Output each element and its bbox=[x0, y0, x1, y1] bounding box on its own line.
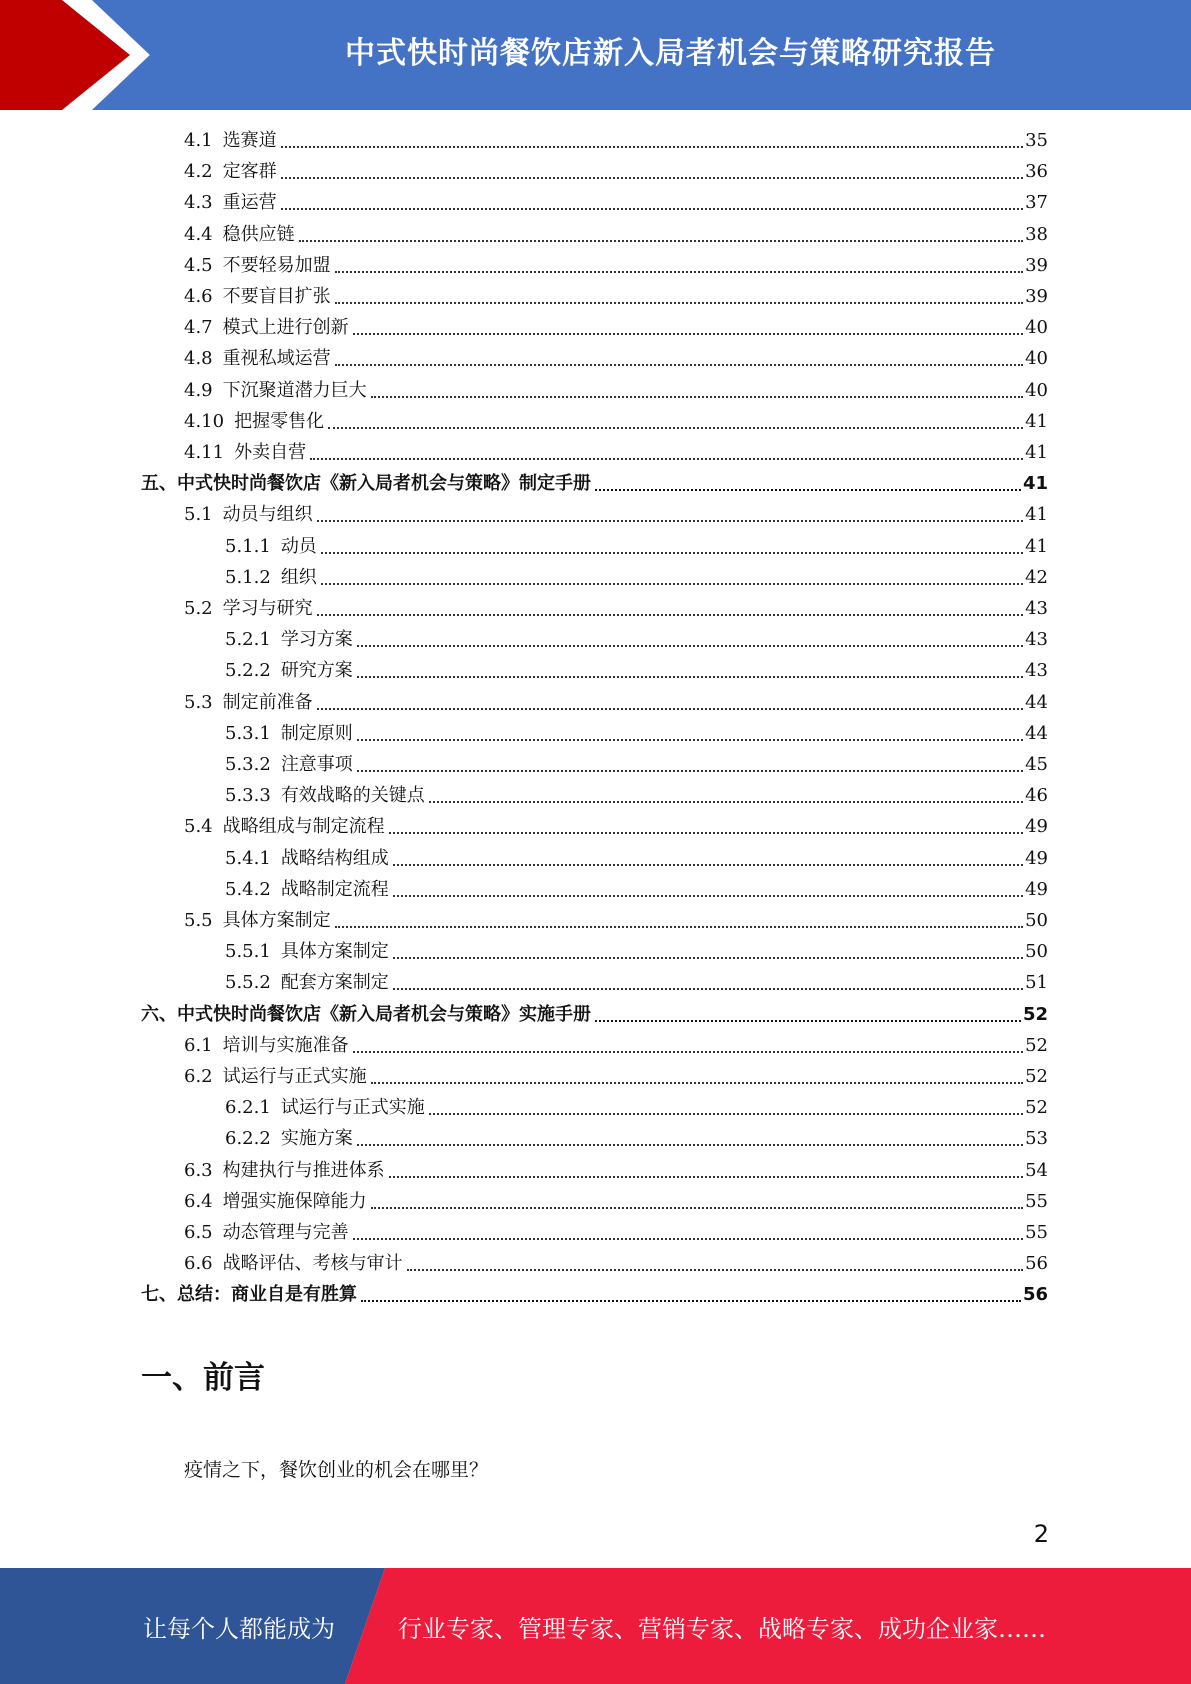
toc-entry[interactable] bbox=[184, 346, 1048, 372]
toc-entry-page: 41 bbox=[1025, 504, 1048, 526]
toc-entry-number: 4.2 bbox=[184, 161, 213, 183]
toc-entry-title: 增强实施保障能力 bbox=[222, 1190, 367, 1212]
toc-entry[interactable] bbox=[184, 378, 1048, 404]
toc-dot-leader bbox=[353, 1238, 1023, 1240]
header-arrow-icon bbox=[0, 0, 150, 110]
page-number: 2 bbox=[1033, 1520, 1049, 1548]
toc-entry-title: 战略结构组成 bbox=[280, 847, 389, 869]
toc-entry[interactable] bbox=[225, 846, 1048, 872]
toc-dot-leader bbox=[357, 739, 1023, 741]
toc-entry-title: 制定前准备 bbox=[222, 691, 313, 713]
toc-entry-number: 6.2.2 bbox=[225, 1128, 271, 1150]
toc-entry-label bbox=[184, 159, 277, 185]
toc-entry-number: 4.1 bbox=[184, 130, 213, 151]
toc-entry-page: 35 bbox=[1025, 130, 1048, 151]
toc-entry-page: 40 bbox=[1025, 317, 1048, 339]
toc-entry-page: 39 bbox=[1025, 254, 1048, 276]
toc-entry[interactable] bbox=[184, 1251, 1048, 1277]
toc-dot-leader bbox=[281, 208, 1023, 210]
toc-entry-page: 40 bbox=[1025, 379, 1048, 401]
toc-entry-number: 4.4 bbox=[184, 223, 213, 245]
section-heading: 一、前言 bbox=[141, 1360, 265, 1396]
toc-entry-page: 50 bbox=[1025, 941, 1048, 963]
toc-dot-leader bbox=[357, 1144, 1023, 1146]
toc-entry-label bbox=[225, 1095, 425, 1121]
toc-entry-label bbox=[184, 222, 295, 248]
toc-entry-number: 4.11 bbox=[184, 442, 225, 463]
toc-entry-number: 4.7 bbox=[184, 317, 213, 339]
toc-dot-leader bbox=[389, 1176, 1023, 1178]
toc-entry-label bbox=[184, 1251, 403, 1277]
toc-entry-page: 49 bbox=[1025, 878, 1048, 900]
toc-entry-label bbox=[225, 627, 353, 653]
toc-entry-page: 40 bbox=[1025, 348, 1048, 370]
toc-dot-leader bbox=[310, 458, 1023, 460]
toc-entry-label bbox=[225, 752, 353, 778]
toc-entry-number: 6.2.1 bbox=[225, 1097, 271, 1119]
toc-entry[interactable] bbox=[184, 1189, 1048, 1215]
toc-dot-leader bbox=[371, 1082, 1023, 1084]
toc-entry-title: 战略组成与制定流程 bbox=[222, 816, 385, 838]
toc-entry-page: 41 bbox=[1025, 410, 1048, 432]
toc-entry-number: 5.1.1 bbox=[225, 535, 271, 557]
toc-entry-page: 49 bbox=[1025, 816, 1048, 838]
toc-entry-title: 动员 bbox=[280, 535, 317, 557]
toc-entry-title: 中式快时尚餐饮店《新入局者机会与策略》制定手册 bbox=[177, 473, 591, 495]
toc-entry-number: 5.3.2 bbox=[225, 754, 271, 775]
toc-entry-page: 41 bbox=[1025, 535, 1048, 557]
toc-entry-page: 41 bbox=[1025, 442, 1048, 463]
toc-entry-number: 6.4 bbox=[184, 1190, 213, 1212]
toc-entry-label bbox=[141, 1002, 591, 1028]
toc-dot-leader bbox=[335, 926, 1023, 928]
toc-entry-label bbox=[184, 596, 313, 622]
toc-entry-title: 组织 bbox=[280, 566, 317, 588]
toc-entry-label bbox=[225, 1126, 353, 1152]
toc-dot-leader bbox=[595, 1020, 1021, 1022]
toc-entry-title: 实施方案 bbox=[280, 1128, 353, 1150]
toc-entry[interactable] bbox=[184, 596, 1048, 622]
toc-entry-title: 重运营 bbox=[222, 192, 277, 214]
toc-entry-title: 试运行与正式实施 bbox=[222, 1066, 367, 1087]
toc-entry[interactable] bbox=[184, 1158, 1048, 1184]
toc-entry-page: 52 bbox=[1025, 1034, 1048, 1056]
toc-entry-label bbox=[225, 939, 389, 965]
toc-dot-leader bbox=[429, 801, 1023, 803]
toc-dot-leader bbox=[317, 614, 1023, 616]
toc-entry-label bbox=[141, 471, 591, 497]
toc-entry-number: 5.2.2 bbox=[225, 660, 271, 682]
toc-dot-leader bbox=[328, 427, 1023, 429]
toc-entry-title: 注意事项 bbox=[280, 754, 353, 775]
toc-entry[interactable] bbox=[225, 752, 1048, 778]
toc-entry-label bbox=[225, 721, 353, 747]
footer-slogan-right: 行业专家、管理专家、营销专家、战略专家、成功企业家…… bbox=[398, 1614, 1046, 1643]
toc-entry-title: 中式快时尚餐饮店《新入局者机会与策略》实施手册 bbox=[177, 1003, 591, 1025]
toc-entry[interactable] bbox=[225, 565, 1048, 591]
toc-entry-label bbox=[225, 970, 389, 996]
toc-entry[interactable] bbox=[225, 721, 1048, 747]
footer-banner bbox=[0, 1568, 1191, 1684]
toc-entry-page: 44 bbox=[1025, 691, 1048, 713]
toc-dot-leader bbox=[357, 645, 1023, 647]
toc-entry-title: 具体方案制定 bbox=[222, 910, 331, 931]
toc-entry-title: 动态管理与完善 bbox=[222, 1222, 349, 1243]
toc-dot-leader bbox=[335, 271, 1023, 273]
toc-entry[interactable] bbox=[184, 908, 1048, 934]
toc-entry-number: 4.5 bbox=[184, 254, 213, 276]
toc-entry-title: 不要盲目扩张 bbox=[222, 286, 331, 307]
toc-entry-page: 44 bbox=[1025, 722, 1048, 744]
toc-entry-page: 39 bbox=[1025, 286, 1048, 307]
toc-entry-title: 配套方案制定 bbox=[280, 972, 389, 994]
toc-entry-title: 定客群 bbox=[222, 161, 277, 183]
toc-dot-leader bbox=[595, 489, 1021, 491]
toc-entry[interactable] bbox=[225, 534, 1048, 560]
toc-entry-title: 具体方案制定 bbox=[280, 941, 389, 963]
toc-dot-leader bbox=[393, 864, 1023, 866]
toc-entry-title: 有效战略的关键点 bbox=[280, 785, 425, 807]
toc-entry-page: 37 bbox=[1025, 192, 1048, 214]
toc-entry-number: 5.3.3 bbox=[225, 785, 271, 807]
toc-entry-number: 5.1 bbox=[184, 504, 213, 526]
toc-entry-page: 49 bbox=[1025, 847, 1048, 869]
toc-entry-number: 4.8 bbox=[184, 348, 213, 370]
toc-entry[interactable] bbox=[184, 1033, 1048, 1059]
toc-entry-number: 6.2 bbox=[184, 1066, 213, 1087]
toc-entry-page: 43 bbox=[1025, 660, 1048, 682]
toc-entry-title: 模式上进行创新 bbox=[222, 317, 349, 339]
toc-dot-leader bbox=[393, 957, 1023, 959]
toc-entry-label bbox=[184, 1158, 385, 1184]
toc-entry-title: 试运行与正式实施 bbox=[280, 1097, 425, 1119]
toc-entry-page: 51 bbox=[1025, 972, 1048, 994]
toc-entry[interactable] bbox=[225, 783, 1048, 809]
toc-entry-label bbox=[184, 690, 313, 716]
toc-dot-leader bbox=[371, 1207, 1023, 1209]
toc-entry-label bbox=[184, 190, 277, 216]
toc-dot-leader bbox=[393, 895, 1023, 897]
toc-entry-number: 4.3 bbox=[184, 192, 213, 214]
toc-entry-title: 把握零售化 bbox=[234, 410, 325, 432]
toc-entry[interactable] bbox=[141, 471, 1048, 497]
toc-entry-page: 43 bbox=[1025, 629, 1048, 651]
header-banner bbox=[0, 0, 1191, 110]
toc-dot-leader bbox=[393, 988, 1023, 990]
toc-dot-leader bbox=[335, 364, 1023, 366]
toc-entry-label bbox=[184, 1033, 349, 1059]
toc-entry-label bbox=[225, 846, 389, 872]
report-title: 中式快时尚餐饮店新入局者机会与策略研究报告 bbox=[345, 36, 996, 71]
toc-dot-leader bbox=[353, 1051, 1023, 1053]
toc-dot-leader bbox=[407, 1269, 1023, 1271]
body-paragraph: 疫情之下，餐饮创业的机会在哪里？ bbox=[184, 1459, 489, 1481]
toc-entry-title: 选赛道 bbox=[222, 130, 277, 151]
toc-entry-label bbox=[184, 409, 324, 435]
toc-entry-label bbox=[225, 565, 317, 591]
toc-entry-label bbox=[184, 253, 331, 279]
toc-dot-leader bbox=[321, 552, 1023, 554]
toc-entry-page: 54 bbox=[1025, 1159, 1048, 1181]
toc-entry-page: 56 bbox=[1025, 1253, 1048, 1275]
toc-entry-page: 52 bbox=[1025, 1097, 1048, 1119]
toc-entry[interactable] bbox=[225, 877, 1048, 903]
toc-entry-page: 38 bbox=[1025, 223, 1048, 245]
toc-dot-leader bbox=[361, 1300, 1021, 1302]
toc-entry[interactable] bbox=[225, 939, 1048, 965]
toc-entry-page: 45 bbox=[1025, 754, 1048, 775]
toc-entry[interactable] bbox=[184, 284, 1048, 310]
toc-entry-title: 稳供应链 bbox=[222, 223, 295, 245]
toc-dot-leader bbox=[357, 676, 1023, 678]
toc-entry-page: 36 bbox=[1025, 161, 1048, 183]
toc-entry-label bbox=[184, 1189, 367, 1215]
toc-dot-leader bbox=[335, 302, 1023, 304]
toc-entry[interactable] bbox=[184, 1064, 1048, 1090]
toc-entry-number: 七、 bbox=[141, 1284, 177, 1306]
toc-entry-number: 6.5 bbox=[184, 1222, 213, 1243]
toc-entry-page: 50 bbox=[1025, 910, 1048, 931]
toc-entry[interactable] bbox=[141, 1282, 1048, 1308]
toc-dot-leader bbox=[281, 177, 1023, 179]
toc-entry-number: 5.4.2 bbox=[225, 878, 271, 900]
toc-entry-number: 5.2 bbox=[184, 598, 213, 619]
toc-entry[interactable] bbox=[184, 440, 1048, 466]
toc-entry-number: 5.5.1 bbox=[225, 941, 271, 963]
toc-entry-title: 外卖自营 bbox=[234, 442, 307, 463]
toc-entry-page: 42 bbox=[1025, 566, 1048, 588]
toc-entry-page: 56 bbox=[1022, 1284, 1048, 1306]
toc-entry-title: 培训与实施准备 bbox=[222, 1034, 349, 1056]
toc-entry-title: 学习方案 bbox=[280, 629, 353, 651]
toc-entry-label bbox=[225, 877, 389, 903]
toc-entry-title: 学习与研究 bbox=[222, 598, 313, 619]
toc-entry-number: 5.4.1 bbox=[225, 847, 271, 869]
toc-entry[interactable] bbox=[184, 502, 1048, 528]
footer-slogan-left: 让每个人都能成为 bbox=[143, 1614, 335, 1643]
toc-entry-label bbox=[225, 534, 317, 560]
toc-entry-number: 5.1.2 bbox=[225, 566, 271, 588]
toc-entry[interactable] bbox=[225, 1095, 1048, 1121]
toc-entry-label bbox=[184, 440, 306, 466]
toc-entry-number: 6.1 bbox=[184, 1034, 213, 1056]
toc-entry-title: 战略制定流程 bbox=[280, 878, 389, 900]
toc-entry-label bbox=[184, 908, 331, 934]
toc-dot-leader bbox=[299, 240, 1023, 242]
toc-dot-leader bbox=[389, 832, 1023, 834]
toc-entry-label bbox=[184, 346, 331, 372]
toc-dot-leader bbox=[353, 333, 1023, 335]
toc-dot-leader bbox=[371, 396, 1023, 398]
toc-entry-number: 5.3.1 bbox=[225, 722, 271, 744]
toc-entry-label bbox=[184, 284, 331, 310]
toc-dot-leader bbox=[321, 583, 1023, 585]
toc-dot-leader bbox=[357, 770, 1023, 772]
toc-entry[interactable] bbox=[184, 222, 1048, 248]
toc-entry-number: 五、 bbox=[141, 473, 177, 495]
toc-entry-number: 5.5 bbox=[184, 910, 213, 931]
toc-entry[interactable] bbox=[184, 128, 1048, 154]
toc-entry-title: 战略评估、考核与审计 bbox=[222, 1253, 403, 1275]
toc-entry[interactable] bbox=[184, 315, 1048, 341]
toc-entry[interactable] bbox=[225, 1126, 1048, 1152]
toc-entry-page: 43 bbox=[1025, 598, 1048, 619]
toc-entry[interactable] bbox=[225, 658, 1048, 684]
toc-entry-page: 41 bbox=[1022, 473, 1048, 495]
toc-dot-leader bbox=[317, 708, 1023, 710]
toc-entry-label bbox=[184, 128, 277, 154]
toc-entry-label bbox=[184, 1064, 367, 1090]
toc-entry-page: 52 bbox=[1022, 1003, 1048, 1025]
toc-entry-label bbox=[184, 1220, 349, 1246]
toc-entry[interactable] bbox=[184, 253, 1048, 279]
toc-entry-page: 53 bbox=[1025, 1128, 1048, 1150]
toc-entry[interactable] bbox=[184, 409, 1048, 435]
toc-entry-number: 5.2.1 bbox=[225, 629, 271, 651]
toc-entry-page: 55 bbox=[1025, 1190, 1048, 1212]
toc-entry-label bbox=[141, 1282, 357, 1308]
toc-dot-leader bbox=[429, 1113, 1023, 1115]
toc-entry-number: 4.6 bbox=[184, 286, 213, 307]
toc-entry-number: 5.3 bbox=[184, 691, 213, 713]
toc-entry[interactable] bbox=[184, 190, 1048, 216]
toc-entry-number: 六、 bbox=[141, 1003, 177, 1025]
toc-entry-page: 52 bbox=[1025, 1066, 1048, 1087]
toc-entry-title: 构建执行与推进体系 bbox=[222, 1159, 385, 1181]
toc-entry-title: 下沉聚道潜力巨大 bbox=[222, 379, 367, 401]
toc-entry-title: 总结：商业自是有胜算 bbox=[177, 1284, 357, 1306]
toc-entry-title: 动员与组织 bbox=[222, 504, 313, 526]
toc-entry-label bbox=[184, 814, 385, 840]
toc-entry-label bbox=[184, 315, 349, 341]
toc-entry-number: 5.4 bbox=[184, 816, 213, 838]
toc-entry[interactable] bbox=[225, 970, 1048, 996]
toc-entry[interactable] bbox=[184, 814, 1048, 840]
toc-entry[interactable] bbox=[184, 690, 1048, 716]
toc-entry[interactable] bbox=[184, 1220, 1048, 1246]
toc-entry-label bbox=[225, 658, 353, 684]
toc-dot-leader bbox=[317, 520, 1023, 522]
toc-entry-title: 研究方案 bbox=[280, 660, 353, 682]
toc-entry-title: 制定原则 bbox=[280, 722, 353, 744]
toc-entry-label bbox=[184, 378, 367, 404]
toc-entry[interactable] bbox=[225, 627, 1048, 653]
toc-entry-number: 4.10 bbox=[184, 410, 225, 432]
toc-entry-number: 6.3 bbox=[184, 1159, 213, 1181]
toc-entry-page: 55 bbox=[1025, 1222, 1048, 1243]
toc-entry[interactable] bbox=[141, 1002, 1048, 1028]
toc-entry-number: 4.9 bbox=[184, 379, 213, 401]
toc-entry-number: 6.6 bbox=[184, 1253, 213, 1275]
toc-entry-page: 46 bbox=[1025, 785, 1048, 807]
toc-entry-label bbox=[184, 502, 313, 528]
toc-entry-title: 不要轻易加盟 bbox=[222, 254, 331, 276]
toc-entry-label bbox=[225, 783, 425, 809]
toc-dot-leader bbox=[281, 146, 1023, 148]
toc-entry[interactable] bbox=[184, 159, 1048, 185]
toc-entry-number: 5.5.2 bbox=[225, 972, 271, 994]
toc-entry-title: 重视私域运营 bbox=[222, 348, 331, 370]
